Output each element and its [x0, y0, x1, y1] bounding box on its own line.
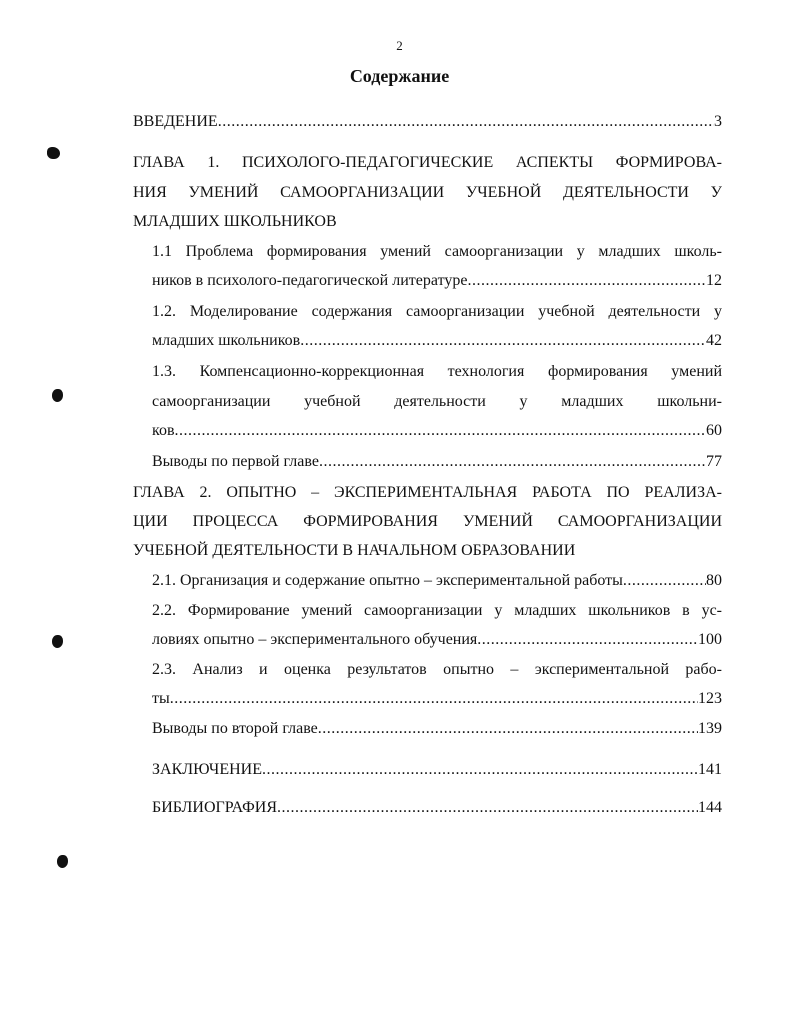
- toc-entry-page: 60: [706, 422, 722, 439]
- toc-chapter1-line2[interactable]: НИЯ УМЕНИЙ САМООРГАНИЗАЦИИ УЧЕБНОЙ ДЕЯТЕЛЬНОСТИ У: [133, 184, 722, 201]
- toc-entry-text: младших школьников: [152, 332, 301, 349]
- toc-entry-text: БИБЛИОГРАФИЯ: [152, 799, 278, 816]
- toc-leader-dots: [277, 798, 698, 818]
- toc-entry-page: 80: [706, 572, 722, 589]
- margin-ink-blot: [52, 635, 63, 648]
- toc-entry-1-1[interactable]: [152, 271, 722, 291]
- toc-leader-dots: [318, 719, 698, 739]
- toc-entry-2-3[interactable]: [152, 689, 722, 709]
- margin-ink-blot: [47, 147, 60, 159]
- toc-entry-page: 100: [698, 631, 722, 648]
- toc-chapter2-line2[interactable]: ЦИИ ПРОЦЕССА ФОРМИРОВАНИЯ УМЕНИЙ САМООРГАНИЗАЦИИ: [133, 513, 722, 530]
- toc-entry-text: ловиях опытно – экспериментального обучения: [152, 631, 478, 648]
- toc-entry-chapter1-conclusions[interactable]: [152, 452, 722, 472]
- toc-entry-text: ВВЕДЕНИЕ: [133, 113, 218, 130]
- toc-leader-dots: [467, 271, 706, 291]
- toc-entry-page: 42: [706, 332, 722, 349]
- toc-entry-text: Выводы по второй главе: [152, 720, 318, 737]
- toc-entry-page: 12: [706, 272, 722, 289]
- toc-entry-2-2[interactable]: [152, 630, 722, 650]
- toc-chapter2-line1[interactable]: ГЛАВА 2. ОПЫТНО – ЭКСПЕРИМЕНТАЛЬНАЯ РАБОТА ПО РЕАЛИЗА-: [133, 484, 722, 501]
- toc-entry-text: ников в психолого-педагогической литературе: [152, 272, 468, 289]
- toc-entry-page: 123: [698, 690, 722, 707]
- toc-entry-text: ков: [152, 422, 175, 439]
- toc-entry-text: ты: [152, 690, 170, 707]
- toc-entry-2-3-line1[interactable]: 2.3. Анализ и оценка результатов опытно – экспериментальной рабо-: [152, 661, 722, 678]
- toc-leader-dots: [300, 331, 706, 351]
- toc-chapter1-line1[interactable]: ГЛАВА 1. ПСИХОЛОГО-ПЕДАГОГИЧЕСКИЕ АСПЕКТЫ ФОРМИРОВА-: [133, 154, 722, 171]
- toc-entry-page: 144: [698, 799, 722, 816]
- toc-entry-1-1-line1[interactable]: 1.1 Проблема формирования умений самоорганизации у младших школь-: [152, 243, 722, 260]
- toc-entry-2-1[interactable]: [152, 571, 722, 591]
- toc-entry-page: 3: [714, 113, 722, 130]
- toc-entry-text: Выводы по первой главе: [152, 453, 319, 470]
- toc-entry-bibliography[interactable]: [152, 798, 722, 818]
- toc-leader-dots: [175, 421, 706, 441]
- toc-entry-text: ЗАКЛЮЧЕНИЕ: [152, 761, 262, 778]
- toc-leader-dots: [477, 630, 698, 650]
- toc-leader-dots: [170, 689, 698, 709]
- toc-entry-conclusion[interactable]: [152, 760, 722, 780]
- toc-leader-dots: [319, 452, 706, 472]
- toc-entry-text: 2.1. Организация и содержание опытно – экспериментальной работы: [152, 572, 623, 589]
- toc-entry-1-3-line2[interactable]: самоорганизации учебной деятельности у младших школьни-: [152, 393, 722, 410]
- toc-entry-1-3[interactable]: [152, 421, 722, 441]
- page-title: Содержание: [349, 66, 450, 86]
- toc-entry-page: 77: [706, 453, 722, 470]
- toc-entry-page: 141: [698, 761, 722, 778]
- toc-chapter2-line3[interactable]: УЧЕБНОЙ ДЕЯТЕЛЬНОСТИ В НАЧАЛЬНОМ ОБРАЗОВАНИИ: [133, 542, 576, 559]
- page-number: 2: [396, 38, 403, 53]
- toc-leader-dots: [262, 760, 698, 780]
- toc-leader-dots: [218, 112, 714, 132]
- toc-entry-1-2-line1[interactable]: 1.2. Моделирование содержания самоорганизации учебной деятельности у: [152, 303, 722, 320]
- margin-ink-blot: [52, 389, 63, 402]
- toc-leader-dots: [623, 571, 706, 591]
- toc-entry-1-2[interactable]: [152, 331, 722, 351]
- toc-entry-2-2-line1[interactable]: 2.2. Формирование умений самоорганизации у младших школьников в ус-: [152, 602, 722, 619]
- toc-entry-page: 139: [698, 720, 722, 737]
- toc-entry-1-3-line1[interactable]: 1.3. Компенсационно-коррекционная технология формирования умений: [152, 363, 722, 380]
- toc-entry-chapter2-conclusions[interactable]: [152, 719, 722, 739]
- toc-chapter1-line3[interactable]: МЛАДШИХ ШКОЛЬНИКОВ: [133, 213, 337, 230]
- toc-entry-intro[interactable]: [133, 112, 722, 132]
- margin-ink-blot: [57, 855, 68, 868]
